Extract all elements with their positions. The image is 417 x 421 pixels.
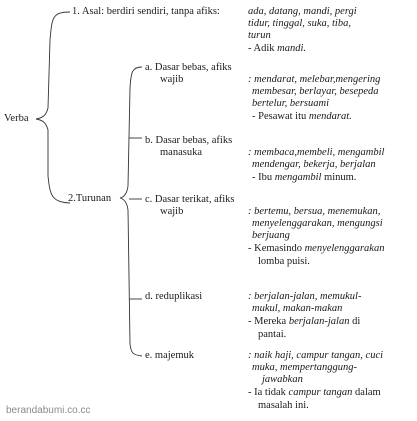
asal-words-2: tidur, tinggal, suka, tiba, — [248, 18, 351, 29]
item-d-example: - Mereka berjalan-jalan di — [248, 316, 361, 327]
item-e-example-2: masalah ini. — [258, 400, 309, 411]
turunan-bracket — [120, 67, 142, 356]
main-bracket — [36, 12, 70, 203]
asal-label: 1. Asal: berdiri sendiri, tanpa afiks: — [72, 6, 220, 17]
item-b-words-1: : membaca,membeli, mengambil — [248, 147, 385, 158]
item-d-label-1: d. reduplikasi — [145, 291, 203, 302]
asal-words-1: ada, datang, mandi, pergi — [248, 6, 357, 17]
asal-words-3: turun — [248, 30, 271, 41]
item-d-words-1: : berjalan-jalan, memukul- — [248, 291, 362, 302]
item-a-words-3: bertelur, bersuami — [252, 98, 329, 109]
asal-example: - Adik mandi. — [248, 43, 307, 54]
item-e-words-3: jawabkan — [262, 374, 303, 385]
root-label: Verba — [4, 113, 29, 124]
item-a-words-1: : mendarat, melebar,mengering — [248, 74, 381, 85]
item-c-example-2: lomba puisi. — [258, 256, 310, 267]
watermark: berandabumi.co.cc — [6, 405, 91, 416]
item-e-words-1: : naik haji, campur tangan, cuci — [248, 350, 384, 361]
item-a-words-2: membesar, berlayar, besepeda — [252, 86, 379, 97]
item-a-label-2: wajib — [160, 74, 184, 85]
item-b-label-1: b. Dasar bebas, afiks — [145, 135, 233, 146]
item-d-words-2: mukul, makan-makan — [252, 303, 343, 314]
item-a-example: - Pesawat itu mendarat. — [252, 111, 352, 122]
turunan-label: 2.Turunan — [68, 193, 112, 204]
item-c-example: - Kemasindo menyelenggarakan — [248, 243, 385, 254]
item-c-words-2: menyelenggarakan, mengungsi — [252, 218, 383, 229]
item-e-label-1: e. majemuk — [145, 350, 194, 361]
item-c-words-3: berjuang — [252, 230, 290, 241]
item-b-label-2: manasuka — [160, 147, 202, 158]
item-a-label-1: a. Dasar bebas, afiks — [145, 62, 232, 73]
item-e-words-2: muka, mempertanggung- — [252, 362, 357, 373]
item-b-words-2: mendengar, bekerja, berjalan — [252, 159, 376, 170]
item-c-words-1: : bertemu, bersua, menemukan, — [248, 206, 381, 217]
item-d-example-2: pantai. — [258, 329, 287, 340]
item-b-example: - Ibu mengambil minum. — [252, 172, 357, 183]
item-e-example: - Ia tidak campur tangan dalam — [248, 387, 381, 398]
item-c-label-1: c. Dasar terikat, afiks — [145, 194, 235, 205]
item-c-label-2: wajib — [160, 206, 184, 217]
